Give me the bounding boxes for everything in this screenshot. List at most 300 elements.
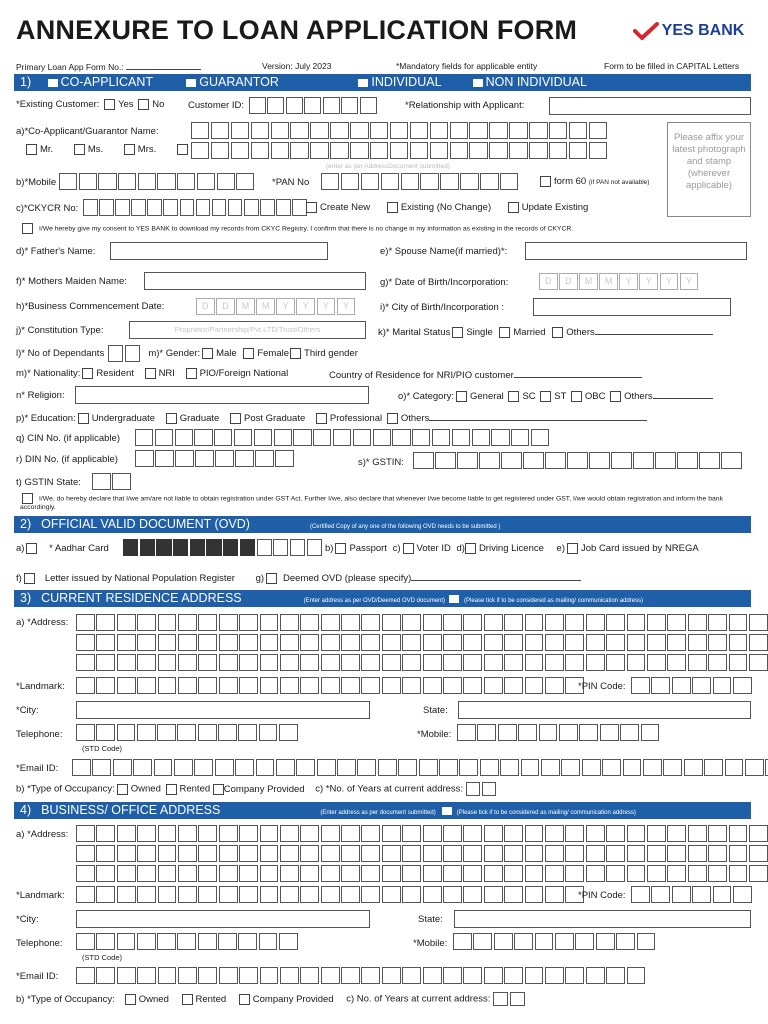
char-box[interactable] bbox=[157, 933, 176, 950]
char-box[interactable] bbox=[361, 825, 380, 842]
char-box[interactable] bbox=[238, 933, 257, 950]
date-char-box[interactable]: D bbox=[196, 298, 215, 315]
char-box[interactable] bbox=[117, 724, 136, 741]
constitution-field[interactable] bbox=[129, 321, 366, 339]
char-box[interactable] bbox=[191, 142, 209, 159]
char-box[interactable] bbox=[137, 825, 156, 842]
char-box[interactable] bbox=[251, 122, 269, 139]
char-box[interactable] bbox=[631, 886, 650, 903]
char-box[interactable] bbox=[273, 539, 288, 556]
general-checkbox[interactable] bbox=[456, 391, 467, 402]
char-box[interactable] bbox=[310, 122, 328, 139]
char-box[interactable] bbox=[529, 142, 547, 159]
char-box[interactable] bbox=[463, 845, 482, 862]
char-box[interactable] bbox=[729, 825, 748, 842]
char-box[interactable] bbox=[214, 429, 232, 446]
char-box[interactable] bbox=[361, 967, 380, 984]
char-box[interactable] bbox=[117, 933, 136, 950]
char-box[interactable] bbox=[196, 199, 211, 216]
npr-checkbox[interactable] bbox=[24, 573, 35, 584]
male-checkbox[interactable] bbox=[202, 348, 213, 359]
name-boxes-row-1[interactable] bbox=[191, 122, 609, 139]
char-box[interactable] bbox=[321, 825, 340, 842]
char-box[interactable] bbox=[480, 759, 499, 776]
char-box[interactable] bbox=[677, 452, 698, 469]
char-box[interactable] bbox=[219, 845, 238, 862]
char-box[interactable] bbox=[435, 452, 456, 469]
res-mobile-boxes[interactable] bbox=[457, 724, 661, 741]
char-box[interactable] bbox=[484, 845, 503, 862]
country-nri-line[interactable] bbox=[514, 368, 642, 378]
date-char-box[interactable]: Y bbox=[680, 273, 699, 290]
char-box[interactable] bbox=[463, 677, 482, 694]
char-box[interactable] bbox=[239, 865, 258, 882]
char-box[interactable] bbox=[158, 825, 177, 842]
char-box[interactable] bbox=[382, 967, 401, 984]
marital-others-checkbox[interactable] bbox=[552, 327, 563, 338]
char-box[interactable] bbox=[565, 845, 584, 862]
char-box[interactable] bbox=[118, 173, 136, 190]
photo-box[interactable] bbox=[667, 122, 751, 217]
char-box[interactable] bbox=[651, 677, 670, 694]
char-box[interactable] bbox=[137, 614, 156, 631]
char-box[interactable] bbox=[504, 865, 523, 882]
char-box[interactable] bbox=[623, 759, 642, 776]
char-box[interactable] bbox=[450, 122, 468, 139]
char-box[interactable] bbox=[410, 142, 428, 159]
char-box[interactable] bbox=[239, 886, 258, 903]
date-char-box[interactable]: M bbox=[256, 298, 275, 315]
char-box[interactable] bbox=[443, 634, 462, 651]
char-box[interactable] bbox=[304, 97, 321, 114]
char-box[interactable] bbox=[219, 967, 238, 984]
char-box[interactable] bbox=[423, 634, 442, 651]
char-box[interactable] bbox=[423, 677, 442, 694]
char-box[interactable] bbox=[350, 142, 368, 159]
aadhar-checkbox[interactable] bbox=[26, 543, 37, 554]
char-box[interactable] bbox=[627, 967, 646, 984]
res-pin-boxes[interactable] bbox=[631, 677, 753, 694]
char-box[interactable] bbox=[198, 845, 217, 862]
char-box[interactable] bbox=[545, 825, 564, 842]
char-box[interactable] bbox=[725, 759, 744, 776]
char-box[interactable] bbox=[494, 933, 513, 950]
section-4-mailing-checkbox[interactable] bbox=[442, 807, 452, 815]
biz-city-field[interactable] bbox=[76, 910, 370, 928]
char-box[interactable] bbox=[733, 886, 752, 903]
char-box[interactable] bbox=[561, 759, 580, 776]
char-box[interactable] bbox=[586, 845, 605, 862]
char-box[interactable] bbox=[559, 724, 578, 741]
passport-checkbox[interactable] bbox=[335, 543, 346, 554]
char-box[interactable] bbox=[96, 845, 115, 862]
char-box[interactable] bbox=[484, 967, 503, 984]
char-box[interactable] bbox=[402, 825, 421, 842]
char-box[interactable] bbox=[708, 614, 727, 631]
char-box[interactable] bbox=[267, 97, 284, 114]
char-box[interactable] bbox=[509, 122, 527, 139]
char-box[interactable] bbox=[729, 654, 748, 671]
biz-mobile-boxes[interactable] bbox=[453, 933, 657, 950]
char-box[interactable] bbox=[565, 634, 584, 651]
char-box[interactable] bbox=[235, 759, 254, 776]
char-box[interactable] bbox=[443, 845, 462, 862]
char-box[interactable] bbox=[514, 933, 533, 950]
char-box[interactable] bbox=[239, 677, 258, 694]
char-box[interactable] bbox=[498, 724, 517, 741]
char-box[interactable] bbox=[545, 634, 564, 651]
char-box[interactable] bbox=[692, 886, 711, 903]
date-char-box[interactable]: M bbox=[579, 273, 598, 290]
date-char-box[interactable]: Y bbox=[337, 298, 356, 315]
char-box[interactable] bbox=[79, 173, 97, 190]
char-box[interactable] bbox=[117, 614, 136, 631]
char-box[interactable] bbox=[177, 933, 196, 950]
char-box[interactable] bbox=[219, 865, 238, 882]
char-box[interactable] bbox=[117, 845, 136, 862]
deemed-ovd-checkbox[interactable] bbox=[266, 573, 277, 584]
char-box[interactable] bbox=[178, 967, 197, 984]
biz-landmark-boxes[interactable] bbox=[76, 886, 586, 903]
char-box[interactable] bbox=[137, 654, 156, 671]
char-box[interactable] bbox=[651, 886, 670, 903]
char-box[interactable] bbox=[190, 539, 205, 556]
deemed-ovd-line[interactable] bbox=[411, 571, 581, 581]
char-box[interactable] bbox=[251, 142, 269, 159]
char-box[interactable] bbox=[244, 199, 259, 216]
char-box[interactable] bbox=[341, 967, 360, 984]
char-box[interactable] bbox=[76, 614, 95, 631]
char-box[interactable] bbox=[157, 724, 176, 741]
gst-declaration-checkbox[interactable] bbox=[22, 493, 33, 504]
char-box[interactable] bbox=[280, 825, 299, 842]
char-box[interactable] bbox=[158, 634, 177, 651]
char-box[interactable] bbox=[76, 845, 95, 862]
char-box[interactable] bbox=[231, 122, 249, 139]
char-box[interactable] bbox=[317, 759, 336, 776]
char-box[interactable] bbox=[633, 452, 654, 469]
nri-checkbox[interactable] bbox=[145, 368, 156, 379]
char-box[interactable] bbox=[443, 967, 462, 984]
char-box[interactable] bbox=[672, 886, 691, 903]
char-box[interactable] bbox=[484, 886, 503, 903]
char-box[interactable] bbox=[504, 614, 523, 631]
char-box[interactable] bbox=[708, 634, 727, 651]
char-box[interactable] bbox=[228, 199, 243, 216]
char-box[interactable] bbox=[672, 677, 691, 694]
char-box[interactable] bbox=[137, 677, 156, 694]
relationship-field[interactable] bbox=[549, 97, 751, 115]
char-box[interactable] bbox=[341, 97, 358, 114]
char-box[interactable] bbox=[582, 759, 601, 776]
sc-checkbox[interactable] bbox=[508, 391, 519, 402]
char-box[interactable] bbox=[290, 142, 308, 159]
date-char-box[interactable]: Y bbox=[296, 298, 315, 315]
char-box[interactable] bbox=[430, 142, 448, 159]
char-box[interactable] bbox=[96, 825, 115, 842]
char-box[interactable] bbox=[96, 865, 115, 882]
date-char-box[interactable]: D bbox=[559, 273, 578, 290]
char-box[interactable] bbox=[260, 967, 279, 984]
char-box[interactable] bbox=[76, 677, 95, 694]
char-box[interactable] bbox=[525, 886, 544, 903]
char-box[interactable] bbox=[370, 142, 388, 159]
char-box[interactable] bbox=[350, 122, 368, 139]
char-box[interactable] bbox=[688, 654, 707, 671]
date-char-box[interactable]: D bbox=[216, 298, 235, 315]
char-box[interactable] bbox=[586, 825, 605, 842]
char-box[interactable] bbox=[504, 654, 523, 671]
char-box[interactable] bbox=[239, 654, 258, 671]
char-box[interactable] bbox=[606, 614, 625, 631]
dependants-box-2[interactable] bbox=[125, 345, 140, 362]
char-box[interactable] bbox=[443, 825, 462, 842]
char-box[interactable] bbox=[667, 634, 686, 651]
religion-field[interactable] bbox=[75, 386, 369, 404]
education-others-line[interactable] bbox=[429, 411, 647, 421]
char-box[interactable] bbox=[76, 886, 95, 903]
char-box[interactable] bbox=[274, 429, 292, 446]
char-box[interactable] bbox=[469, 142, 487, 159]
char-box[interactable] bbox=[402, 677, 421, 694]
char-box[interactable] bbox=[667, 845, 686, 862]
char-box[interactable] bbox=[83, 199, 98, 216]
res-city-field[interactable] bbox=[76, 701, 370, 719]
char-box[interactable] bbox=[473, 933, 492, 950]
individual-checkbox[interactable] bbox=[358, 79, 368, 87]
char-box[interactable] bbox=[217, 173, 235, 190]
char-box[interactable] bbox=[567, 452, 588, 469]
char-box[interactable] bbox=[117, 967, 136, 984]
city-birth-field[interactable] bbox=[533, 298, 731, 316]
char-box[interactable] bbox=[402, 865, 421, 882]
mobile-boxes[interactable] bbox=[59, 173, 256, 190]
char-box[interactable] bbox=[667, 614, 686, 631]
char-box[interactable] bbox=[113, 759, 132, 776]
char-box[interactable] bbox=[260, 654, 279, 671]
char-box[interactable] bbox=[178, 845, 197, 862]
char-box[interactable] bbox=[260, 886, 279, 903]
biz-address-row-3[interactable] bbox=[76, 865, 768, 882]
char-box[interactable] bbox=[117, 634, 136, 651]
existing-no-change-checkbox[interactable] bbox=[387, 202, 398, 213]
char-box[interactable] bbox=[117, 886, 136, 903]
char-box[interactable] bbox=[271, 142, 289, 159]
guarantor-checkbox[interactable] bbox=[186, 79, 196, 87]
char-box[interactable] bbox=[504, 634, 523, 651]
char-box[interactable] bbox=[688, 865, 707, 882]
char-box[interactable] bbox=[76, 967, 95, 984]
char-box[interactable] bbox=[402, 614, 421, 631]
date-char-box[interactable]: D bbox=[539, 273, 558, 290]
res-company-checkbox[interactable] bbox=[213, 784, 224, 795]
char-box[interactable] bbox=[555, 933, 574, 950]
char-box[interactable] bbox=[667, 865, 686, 882]
char-box[interactable] bbox=[341, 886, 360, 903]
char-box[interactable] bbox=[361, 173, 379, 190]
char-box[interactable] bbox=[518, 724, 537, 741]
char-box[interactable] bbox=[337, 759, 356, 776]
char-box[interactable] bbox=[708, 825, 727, 842]
single-checkbox[interactable] bbox=[452, 327, 463, 338]
category-others-checkbox[interactable] bbox=[610, 391, 621, 402]
char-box[interactable] bbox=[321, 865, 340, 882]
char-box[interactable] bbox=[280, 845, 299, 862]
char-box[interactable] bbox=[749, 825, 768, 842]
char-box[interactable] bbox=[313, 429, 331, 446]
driving-licence-checkbox[interactable] bbox=[465, 543, 476, 554]
char-box[interactable] bbox=[218, 933, 237, 950]
biz-telephone-boxes[interactable] bbox=[76, 933, 299, 950]
char-box[interactable] bbox=[460, 173, 478, 190]
char-box[interactable] bbox=[197, 173, 215, 190]
char-box[interactable] bbox=[158, 654, 177, 671]
char-box[interactable] bbox=[92, 473, 111, 490]
char-box[interactable] bbox=[521, 759, 540, 776]
char-box[interactable] bbox=[398, 759, 417, 776]
aadhar-boxes[interactable] bbox=[123, 539, 323, 556]
char-box[interactable] bbox=[178, 614, 197, 631]
char-box[interactable] bbox=[382, 634, 401, 651]
char-box[interactable] bbox=[688, 634, 707, 651]
char-box[interactable] bbox=[545, 967, 564, 984]
char-box[interactable] bbox=[321, 845, 340, 862]
char-box[interactable] bbox=[300, 967, 319, 984]
char-box[interactable] bbox=[627, 614, 646, 631]
char-box[interactable] bbox=[545, 452, 566, 469]
char-box[interactable] bbox=[545, 654, 564, 671]
category-others-line[interactable] bbox=[653, 389, 713, 399]
graduate-checkbox[interactable] bbox=[166, 413, 177, 424]
char-box[interactable] bbox=[198, 724, 217, 741]
char-box[interactable] bbox=[321, 967, 340, 984]
char-box[interactable] bbox=[177, 724, 196, 741]
char-box[interactable] bbox=[484, 825, 503, 842]
title-mr-checkbox[interactable] bbox=[26, 144, 37, 155]
char-box[interactable] bbox=[511, 429, 529, 446]
char-box[interactable] bbox=[96, 614, 115, 631]
char-box[interactable] bbox=[276, 759, 295, 776]
char-box[interactable] bbox=[286, 97, 303, 114]
char-box[interactable] bbox=[260, 845, 279, 862]
char-box[interactable] bbox=[219, 654, 238, 671]
char-box[interactable] bbox=[341, 614, 360, 631]
char-box[interactable] bbox=[606, 634, 625, 651]
char-box[interactable] bbox=[423, 845, 442, 862]
char-box[interactable] bbox=[275, 450, 294, 467]
char-box[interactable] bbox=[158, 845, 177, 862]
char-box[interactable] bbox=[300, 845, 319, 862]
char-box[interactable] bbox=[206, 539, 221, 556]
char-box[interactable] bbox=[98, 173, 116, 190]
char-box[interactable] bbox=[430, 122, 448, 139]
char-box[interactable] bbox=[419, 759, 438, 776]
res-address-row-3[interactable] bbox=[76, 654, 768, 671]
date-char-box[interactable]: Y bbox=[619, 273, 638, 290]
char-box[interactable] bbox=[382, 886, 401, 903]
char-box[interactable] bbox=[361, 845, 380, 862]
char-box[interactable] bbox=[215, 450, 234, 467]
char-box[interactable] bbox=[549, 122, 567, 139]
char-box[interactable] bbox=[423, 865, 442, 882]
char-box[interactable] bbox=[382, 825, 401, 842]
char-box[interactable] bbox=[378, 759, 397, 776]
char-box[interactable] bbox=[504, 825, 523, 842]
char-box[interactable] bbox=[745, 759, 764, 776]
res-rented-checkbox[interactable] bbox=[166, 784, 177, 795]
char-box[interactable] bbox=[173, 539, 188, 556]
char-box[interactable] bbox=[137, 634, 156, 651]
char-box[interactable] bbox=[545, 845, 564, 862]
biz-company-checkbox[interactable] bbox=[239, 994, 250, 1005]
char-box[interactable] bbox=[280, 654, 299, 671]
title-ms-checkbox[interactable] bbox=[74, 144, 85, 155]
biz-owned-checkbox[interactable] bbox=[125, 994, 136, 1005]
professional-checkbox[interactable] bbox=[316, 413, 327, 424]
char-box[interactable] bbox=[219, 677, 238, 694]
char-box[interactable] bbox=[76, 654, 95, 671]
char-box[interactable] bbox=[637, 933, 656, 950]
char-box[interactable] bbox=[525, 865, 544, 882]
char-box[interactable] bbox=[463, 634, 482, 651]
char-box[interactable] bbox=[708, 654, 727, 671]
char-box[interactable] bbox=[382, 845, 401, 862]
char-box[interactable] bbox=[667, 654, 686, 671]
char-box[interactable] bbox=[484, 654, 503, 671]
title-mrs-checkbox[interactable] bbox=[124, 144, 135, 155]
char-box[interactable] bbox=[180, 199, 195, 216]
char-box[interactable] bbox=[489, 122, 507, 139]
char-box[interactable] bbox=[401, 173, 419, 190]
char-box[interactable] bbox=[423, 614, 442, 631]
char-box[interactable] bbox=[341, 865, 360, 882]
din-boxes[interactable] bbox=[135, 450, 295, 467]
char-box[interactable] bbox=[531, 429, 549, 446]
char-box[interactable] bbox=[137, 845, 156, 862]
char-box[interactable] bbox=[178, 634, 197, 651]
resident-checkbox[interactable] bbox=[82, 368, 93, 379]
char-box[interactable] bbox=[541, 759, 560, 776]
char-box[interactable] bbox=[692, 677, 711, 694]
char-box[interactable] bbox=[76, 825, 95, 842]
char-box[interactable] bbox=[321, 634, 340, 651]
update-existing-checkbox[interactable] bbox=[508, 202, 519, 213]
char-box[interactable] bbox=[157, 173, 175, 190]
char-box[interactable] bbox=[175, 450, 194, 467]
char-box[interactable] bbox=[330, 142, 348, 159]
char-box[interactable] bbox=[234, 429, 252, 446]
pan-boxes[interactable] bbox=[321, 173, 520, 190]
biz-address-row-1[interactable] bbox=[76, 825, 768, 842]
char-box[interactable] bbox=[333, 429, 351, 446]
char-box[interactable] bbox=[647, 614, 666, 631]
co-applicant-checkbox[interactable] bbox=[48, 79, 58, 87]
char-box[interactable] bbox=[178, 886, 197, 903]
char-box[interactable] bbox=[300, 677, 319, 694]
char-box[interactable] bbox=[353, 429, 371, 446]
char-box[interactable] bbox=[155, 429, 173, 446]
char-box[interactable] bbox=[307, 539, 322, 556]
char-box[interactable] bbox=[713, 886, 732, 903]
voter-id-checkbox[interactable] bbox=[403, 543, 414, 554]
char-box[interactable] bbox=[174, 759, 193, 776]
name-boxes-row-2[interactable] bbox=[191, 142, 609, 159]
char-box[interactable] bbox=[373, 429, 391, 446]
char-box[interactable] bbox=[390, 122, 408, 139]
char-box[interactable] bbox=[370, 122, 388, 139]
char-box[interactable] bbox=[575, 933, 594, 950]
char-box[interactable] bbox=[463, 654, 482, 671]
